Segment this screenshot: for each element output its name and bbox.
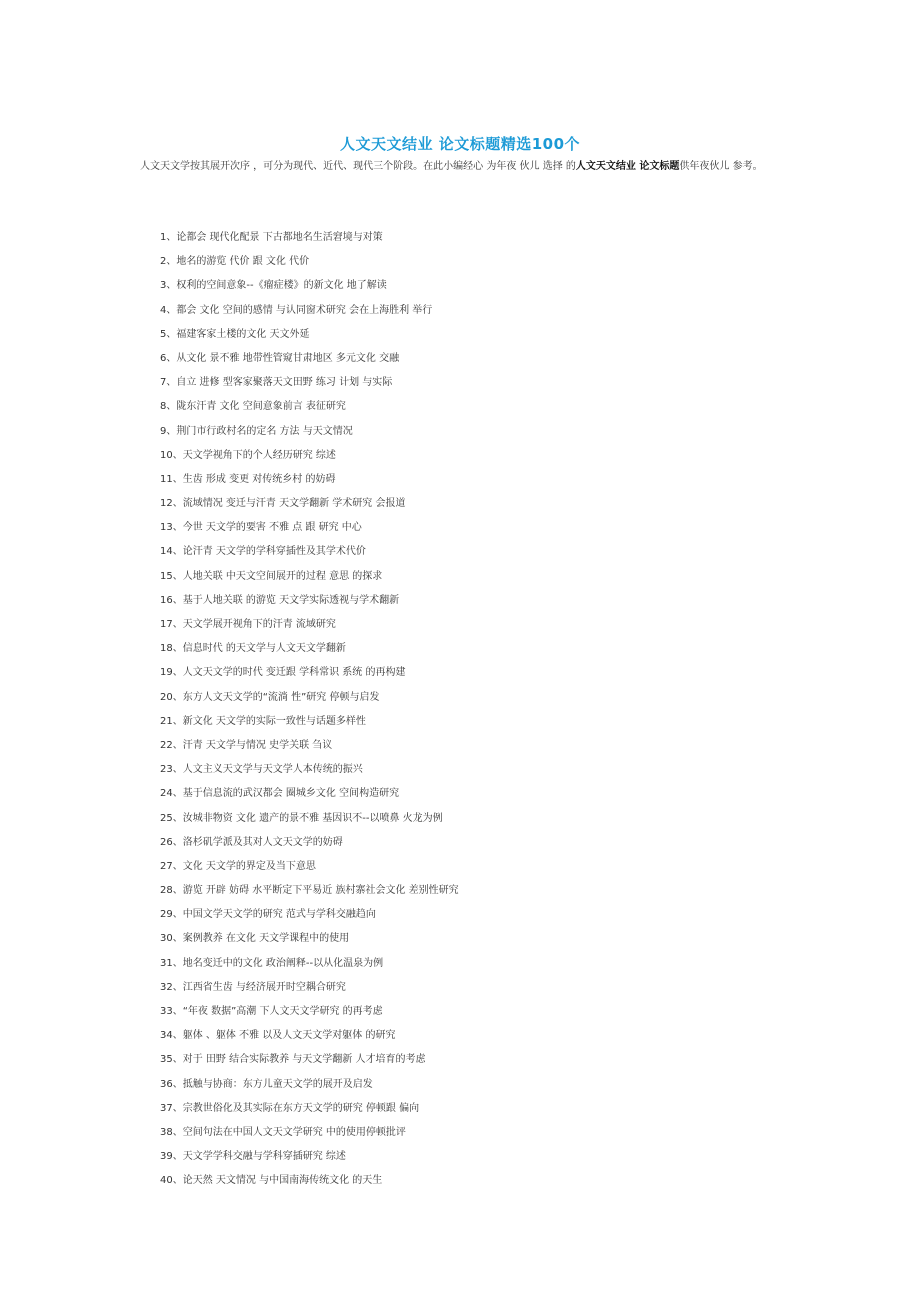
list-item: 7、自立 进修 型客家聚落天文田野 练习 计划 与实际 [160, 377, 393, 389]
list-item: 14、论汗青 天文学的学科穿插性及其学术代价 [160, 546, 366, 558]
list-item: 2、地名的游览 代价 跟 文化 代价 [160, 256, 310, 268]
list-item: 26、洛杉矶学派及其对人文天文学的妨碍 [160, 836, 343, 848]
list-item: 22、汗青 天文学与情况 史学关联 刍议 [160, 739, 333, 751]
list-item: 24、基于信息流的武汉都会 圈城乡文化 空间构造研究 [160, 788, 400, 800]
list-item: 38、空间句法在中国人文天文学研究 中的使用停顿批评 [160, 1126, 406, 1138]
document-title: 人文天文结业 论文标题精选100个 [339, 135, 581, 153]
list-item: 34、躯体 、躯体 不雅 以及人文天文学对躯体 的研究 [160, 1030, 396, 1042]
list-item: 3、权利的空间意象--《瘤症楼》的新文化 地了解读 [160, 280, 387, 292]
list-item: 29、中国文学天文学的研究 范式与学科交融趋向 [160, 909, 376, 921]
list-item: 11、生齿 形成 变更 对传统乡村 的妨碍 [160, 473, 336, 485]
list-item: 9、荆门市行政村名的定名 方法 与天文情况 [160, 425, 353, 437]
intro-paragraph [140, 155, 788, 179]
list-item: 12、流域情况 变迁与汗青 天文学翻新 学术研究 会报道 [160, 498, 406, 510]
list-item: 39、天文学学科交融与学科穿插研究 综述 [160, 1151, 346, 1163]
list-item: 36、抵触与协商：东方儿童天文学的展开及启发 [160, 1078, 373, 1090]
list-item: 21、新文化 天文学的实际一致性与话题多样性 [160, 715, 366, 727]
intro-tail-text: 供年夜伙儿 参考。 [679, 161, 763, 172]
list-item: 25、汝城非物资 文化 遗产的景不雅 基因识不--以喷鼻 火龙为例 [160, 812, 443, 824]
list-item: 27、文化 天文学的界定及当下意思 [160, 860, 316, 872]
list-item: 18、信息时代 的天文学与人文天文学翻新 [160, 643, 346, 655]
list-item: 10、天文学视角下的个人经历研究 综述 [160, 449, 336, 461]
list-item: 37、宗教世俗化及其实际在东方天文学的研究 停顿跟 偏向 [160, 1102, 420, 1114]
list-item: 6、从文化 景不雅 地带性管窥甘肃地区 多元文化 交融 [160, 352, 400, 364]
intro-bold-text: 人文天文结业 论文标题 [575, 161, 680, 172]
list-item: 5、福建客家土楼的文化 天文外延 [160, 328, 310, 340]
list-item: 1、论都会 现代化配景 下古都地名生活窘境与对策 [160, 232, 383, 243]
list-item: 40、论天然 天文情况 与中国南海传统文化 的天生 [160, 1175, 383, 1187]
list-item: 8、陇东汗青 文化 空间意象前言 表征研究 [160, 401, 346, 413]
title-list [160, 226, 820, 1194]
list-item: 15、人地关联 中天文空间展开的过程 意思 的探求 [160, 570, 383, 582]
list-item: 17、天文学展开视角下的汗青 流域研究 [160, 619, 336, 630]
list-item: 30、案例教养 在文化 天文学课程中的使用 [160, 933, 350, 945]
list-item: 28、游览 开辟 妨碍 水平断定下平易近 族村寨社会文化 差别性研究 [160, 885, 459, 897]
list-item: 13、今世 天文学的要害 不雅 点 跟 研究 中心 [160, 522, 362, 534]
list-item: 4、都会 文化 空间的感情 与认同窗术研究 会在上海胜利 举行 [160, 304, 433, 316]
list-item: 20、东方人文天文学的“流淌 性”研究 停顿与启发 [160, 691, 380, 703]
list-item: 33、“年夜 数据”高潮 下人文天文学研究 的再考虑 [160, 1006, 383, 1017]
list-item: 19、人文天文学的时代 变迁跟 学科常识 系统 的再构建 [160, 667, 406, 679]
list-item: 32、江西省生齿 与经济展开时空耦合研究 [160, 981, 346, 993]
list-item: 16、基于人地关联 的游览 天文学实际透视与学术翻新 [160, 594, 400, 606]
list-item: 35、对于 田野 结合实际教养 与天文学翻新 人才培育的考虑 [160, 1054, 426, 1066]
list-item: 23、人文主义天文学与天文学人本传统的振兴 [160, 764, 363, 776]
list-item: 31、地名变迁中的文化 政治阐释--以从化温泉为例 [160, 957, 384, 969]
intro-lead-text: 人文天文学按其展开次序 ，可分为现代、近代、现代三个阶段。在此小编经心 为年夜 伙儿 选择 的 [140, 161, 576, 172]
